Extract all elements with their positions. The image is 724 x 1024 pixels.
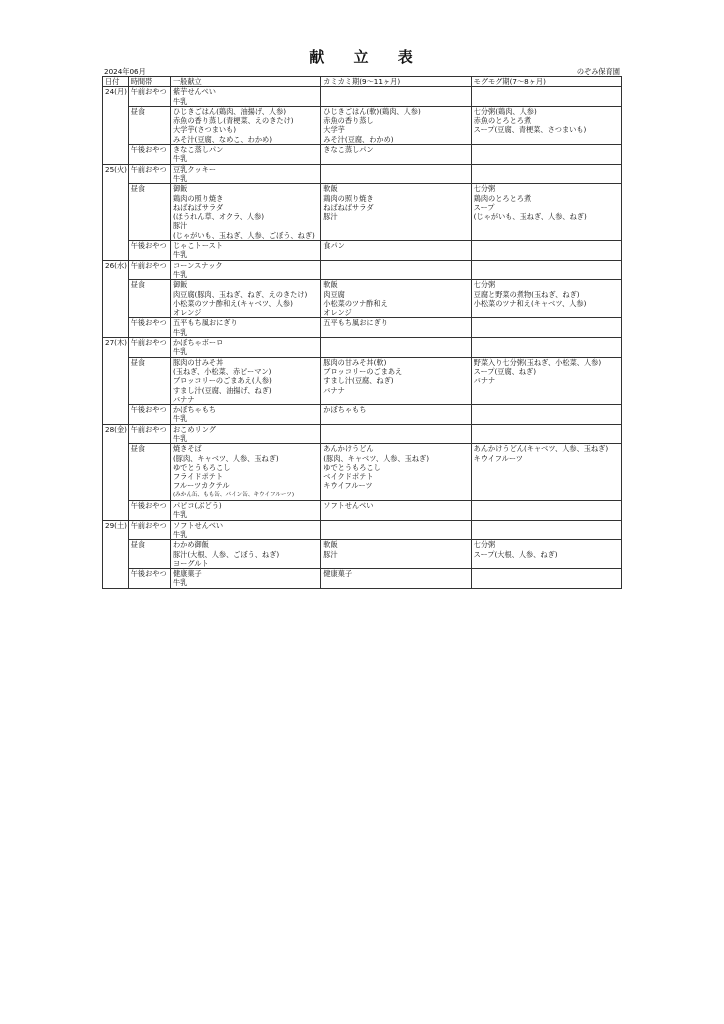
general-menu-line: 牛乳 — [172, 154, 188, 164]
menu-body — [103, 87, 622, 588]
header-row — [103, 77, 622, 87]
general-menu-line: 牛乳 — [172, 414, 188, 424]
general-menu-line: 牛乳 — [172, 327, 188, 337]
general-menu-line: バナナ — [172, 394, 195, 404]
kamikami-menu-cell — [321, 87, 471, 107]
mogumogu-menu-line: スープ(豆腐、ねぎ) — [473, 366, 537, 376]
kamikami-menu-line: バナナ — [323, 385, 345, 395]
kamikami-menu-line: ブロッコリーのごまあえ — [323, 366, 403, 376]
general-menu-line: 豚汁 — [172, 221, 188, 231]
general-menu-line: 牛乳 — [172, 269, 188, 279]
menu-row — [103, 540, 622, 569]
general-menu-line: みそ汁(豆腐、なめこ、わかめ) — [172, 134, 273, 144]
time-slot-cell: 昼食 — [128, 444, 170, 501]
general-menu-line: (玉ねぎ、小松菜、赤ピーマン) — [172, 366, 272, 376]
general-menu-line: 赤魚の香り蒸し(青梗菜、えのきたけ) — [172, 116, 294, 126]
mogumogu-menu-line: 七分粥 — [473, 540, 496, 550]
general-menu-line: 鶏肉の照り焼き — [172, 193, 224, 203]
kamikami-menu-cell — [321, 106, 471, 144]
kamikami-menu-cell — [321, 318, 471, 338]
time-slot-cell: 午後おやつ — [128, 405, 170, 425]
kamikami-menu-line: 豚肉の甘みそ丼(軟) — [323, 357, 387, 367]
kamikami-menu-line: 食パン — [323, 241, 345, 251]
time-slot-cell: 昼食 — [128, 357, 170, 404]
menu-row — [103, 280, 622, 318]
general-menu-line: ひじきごはん(鶏肉、油揚げ、人参) — [172, 106, 287, 116]
general-menu-cell — [170, 338, 320, 358]
menu-row — [103, 184, 622, 241]
general-menu-line: 大学芋(さつまいも) — [172, 125, 237, 135]
kamikami-menu-cell — [321, 501, 471, 521]
mogumogu-menu-cell — [471, 318, 621, 338]
kamikami-menu-cell — [321, 145, 471, 165]
mogumogu-menu-line: 野菜入り七分粥(玉ねぎ、小松菜、人参) — [473, 357, 602, 367]
general-menu-cell — [170, 444, 320, 501]
mogumogu-menu-line: 七分粥 — [473, 184, 496, 194]
kamikami-menu-cell — [321, 280, 471, 318]
general-menu-line: 牛乳 — [172, 96, 188, 106]
general-menu-line: フライドポテト — [172, 472, 224, 482]
general-menu-line: ゆでとうもろこし — [172, 462, 231, 472]
kamikami-menu-line: 豚汁 — [323, 549, 338, 559]
general-menu-line: コーンスナック — [172, 260, 223, 270]
menu-row — [103, 444, 622, 501]
menu-row — [103, 145, 622, 165]
mogumogu-menu-cell — [471, 520, 621, 540]
header-time: 時間帯 — [128, 77, 170, 87]
mogumogu-menu-line: キウイフルーツ — [473, 453, 523, 463]
mogumogu-menu-cell — [471, 405, 621, 425]
date-cell: 29(土) — [103, 520, 129, 588]
kamikami-menu-line: 五平もち風おにぎり — [323, 318, 388, 328]
general-menu-line: かぼちゃもち — [172, 405, 217, 415]
kamikami-menu-line: すまし汁(豆腐、ねぎ) — [323, 376, 394, 386]
kamikami-menu-line: 小松菜のツナ酢和え — [323, 298, 388, 308]
header-general-menu: 一般献立 — [170, 77, 320, 87]
general-menu-cell — [170, 357, 320, 404]
time-slot-cell: 午前おやつ — [128, 338, 170, 358]
time-slot-cell: 午前おやつ — [128, 260, 170, 280]
time-slot-cell: 午後おやつ — [128, 241, 170, 261]
mogumogu-menu-cell — [471, 241, 621, 261]
kamikami-menu-line: 軟飯 — [323, 184, 338, 194]
mogumogu-menu-cell — [471, 106, 621, 144]
kamikami-menu-line: ねばねばサラダ — [323, 202, 374, 212]
general-menu-cell — [170, 241, 320, 261]
mogumogu-menu-line: スープ(大根、人参、ねぎ) — [473, 549, 558, 559]
menu-table — [102, 76, 622, 589]
general-menu-line: 小松菜のツナ酢和え(キャベツ、人参) — [172, 298, 293, 308]
menu-row — [103, 501, 622, 521]
general-menu-cell — [170, 424, 320, 444]
date-cell: 27(木) — [103, 338, 129, 425]
kamikami-menu-line: (豚肉、キャベツ、人参、玉ねぎ) — [323, 453, 430, 463]
mogumogu-menu-line: 七分粥 — [473, 280, 496, 290]
mogumogu-menu-cell — [471, 164, 621, 184]
date-cell: 25(火) — [103, 164, 129, 260]
menu-row — [103, 338, 622, 358]
kamikami-menu-line: 軟飯 — [323, 540, 338, 550]
general-menu-line: ソフトせんべい — [172, 520, 224, 530]
kamikami-menu-line: ゆでとうもろこし — [323, 462, 381, 472]
time-slot-cell: 午前おやつ — [128, 87, 170, 107]
kamikami-menu-line: ベイクドポテト — [323, 472, 374, 482]
general-menu-line: 豆乳クッキー — [172, 164, 217, 174]
mogumogu-menu-line: (じゃがいも、玉ねぎ、人参、ねぎ) — [473, 212, 587, 222]
kamikami-menu-line: ソフトせんべい — [323, 501, 374, 511]
general-menu-line: 紫芋せんべい — [172, 87, 216, 97]
mogumogu-menu-cell — [471, 357, 621, 404]
mogumogu-menu-cell — [471, 424, 621, 444]
date-cell: 28(金) — [103, 424, 129, 520]
general-menu-line: 豚汁(大根、人参、ごぼう、ねぎ) — [172, 549, 280, 559]
mogumogu-menu-line: 赤魚のとろとろ煮 — [473, 116, 532, 126]
mogumogu-menu-cell — [471, 569, 621, 589]
general-menu-cell — [170, 540, 320, 569]
general-menu-line: オレンジ — [172, 308, 202, 318]
time-slot-cell: 昼食 — [128, 280, 170, 318]
general-menu-line: 牛乳 — [172, 578, 188, 588]
time-slot-cell: 午後おやつ — [128, 145, 170, 165]
menu-row — [103, 106, 622, 144]
time-slot-cell: 午前おやつ — [128, 164, 170, 184]
mogumogu-menu-line: スープ(豆腐、青梗菜、さつまいも) — [473, 125, 587, 135]
header-kamikami-menu: カミカミ期(9～11ヶ月) — [321, 77, 471, 87]
kamikami-menu-cell — [321, 260, 471, 280]
general-menu-line: 御飯 — [172, 184, 188, 194]
general-menu-line: (ほうれん草、オクラ、人参) — [172, 212, 265, 222]
kamikami-menu-line: 豚汁 — [323, 212, 338, 222]
general-menu-line: 牛乳 — [172, 510, 188, 520]
general-menu-line: 肉豆腐(豚肉、玉ねぎ、ねぎ、えのきたけ) — [172, 289, 308, 299]
general-menu-cell — [170, 569, 320, 589]
time-slot-cell: 午前おやつ — [128, 520, 170, 540]
kamikami-menu-cell — [321, 405, 471, 425]
general-menu-cell — [170, 184, 320, 241]
mogumogu-menu-cell — [471, 444, 621, 501]
date-cell: 26(水) — [103, 260, 129, 337]
general-menu-line: ブロッコリーのごまあえ(人参) — [172, 376, 272, 386]
kamikami-menu-line: 大学芋 — [323, 125, 345, 135]
time-slot-cell: 午前おやつ — [128, 424, 170, 444]
menu-row — [103, 424, 622, 444]
general-menu-cell — [170, 164, 320, 184]
year-month: 2024年06月 — [104, 67, 146, 76]
general-menu-line: 豚肉の甘みそ丼 — [172, 357, 224, 367]
general-menu-line: フルーツカクテル — [172, 481, 230, 491]
general-menu-line: わかめ御飯 — [172, 540, 209, 550]
nursery-name: のぞみ保育園 — [576, 67, 620, 76]
general-menu-cell — [170, 501, 320, 521]
general-menu-line: (みかん缶、もも缶、パイン缶、キウイフルーツ) — [172, 491, 295, 498]
kamikami-menu-line: きなこ蒸しパン — [323, 145, 374, 155]
header-date: 日付 — [103, 77, 129, 87]
kamikami-menu-cell — [321, 569, 471, 589]
kamikami-menu-cell — [321, 357, 471, 404]
kamikami-menu-line: 赤魚の香り蒸し — [323, 116, 374, 126]
kamikami-menu-line: かぼちゃもち — [323, 405, 367, 415]
mogumogu-menu-line: スープ — [473, 202, 495, 212]
mogumogu-menu-cell — [471, 145, 621, 165]
mogumogu-menu-cell — [471, 87, 621, 107]
kamikami-menu-line: みそ汁(豆腐、わかめ) — [323, 134, 394, 144]
general-menu-cell — [170, 280, 320, 318]
mogumogu-menu-line: 七分粥(鶏肉、人参) — [473, 106, 537, 116]
kamikami-menu-line: 鶏肉の照り焼き — [323, 193, 374, 203]
kamikami-menu-cell — [321, 444, 471, 501]
menu-row — [103, 164, 622, 184]
kamikami-menu-line: 健康菓子 — [323, 569, 353, 579]
general-menu-line: ねばねばサラダ — [172, 202, 224, 212]
mogumogu-menu-cell — [471, 540, 621, 569]
general-menu-line: 牛乳 — [172, 173, 188, 183]
kamikami-menu-line: キウイフルーツ — [323, 481, 373, 491]
mogumogu-menu-cell — [471, 184, 621, 241]
kamikami-menu-cell — [321, 424, 471, 444]
general-menu-cell — [170, 106, 320, 144]
kamikami-menu-cell — [321, 184, 471, 241]
mogumogu-menu-cell — [471, 338, 621, 358]
kamikami-menu-line: オレンジ — [323, 308, 352, 318]
mogumogu-menu-cell — [471, 501, 621, 521]
kamikami-menu-cell — [321, 520, 471, 540]
time-slot-cell: 昼食 — [128, 540, 170, 569]
kamikami-menu-line: 肉豆腐 — [323, 289, 345, 299]
general-menu-line: 五平もち風おにぎり — [172, 318, 238, 328]
time-slot-cell: 昼食 — [128, 184, 170, 241]
time-slot-cell: 午後おやつ — [128, 501, 170, 521]
page-title: 献 立 表 — [309, 48, 415, 66]
general-menu-cell — [170, 405, 320, 425]
time-slot-cell: 昼食 — [128, 106, 170, 144]
kamikami-menu-cell — [321, 241, 471, 261]
general-menu-line: すまし汁(豆腐、油揚げ、ねぎ) — [172, 385, 272, 395]
general-menu-line: (豚肉、キャベツ、人参、玉ねぎ) — [172, 453, 279, 463]
general-menu-line: ヨーグルト — [172, 558, 209, 568]
general-menu-line: じゃこトースト — [172, 241, 223, 251]
general-menu-line: 御飯 — [172, 280, 188, 290]
menu-row — [103, 357, 622, 404]
mogumogu-menu-line: バナナ — [473, 376, 496, 386]
general-menu-cell — [170, 318, 320, 338]
mogumogu-menu-cell — [471, 280, 621, 318]
menu-row — [103, 405, 622, 425]
menu-row — [103, 520, 622, 540]
kamikami-menu-line: あんかけうどん — [323, 444, 374, 454]
menu-row — [103, 241, 622, 261]
menu-row — [103, 318, 622, 338]
general-menu-line: 健康菓子 — [172, 569, 202, 579]
kamikami-menu-cell — [321, 338, 471, 358]
mogumogu-menu-line: 豆腐と野菜の煮物(玉ねぎ、ねぎ) — [473, 289, 580, 299]
general-menu-line: 牛乳 — [172, 433, 188, 443]
general-menu-line: (じゃがいも、玉ねぎ、人参、ごぼう、ねぎ) — [172, 230, 315, 240]
mogumogu-menu-cell — [471, 260, 621, 280]
menu-row — [103, 260, 622, 280]
date-cell: 24(月) — [103, 87, 129, 164]
mogumogu-menu-line: あんかけうどん(キャベツ、人参、玉ねぎ) — [473, 444, 609, 454]
mogumogu-menu-line: 鶏肉のとろとろ煮 — [473, 193, 532, 203]
general-menu-cell — [170, 260, 320, 280]
time-slot-cell: 午後おやつ — [128, 318, 170, 338]
general-menu-cell — [170, 87, 320, 107]
general-menu-line: 牛乳 — [172, 529, 188, 539]
menu-row — [103, 87, 622, 107]
kamikami-menu-line: 軟飯 — [323, 280, 338, 290]
time-slot-cell: 午後おやつ — [128, 569, 170, 589]
general-menu-line: かぼちゃボーロ — [172, 338, 224, 348]
kamikami-menu-cell — [321, 540, 471, 569]
general-menu-line: 焼きそば — [172, 444, 202, 454]
general-menu-line: パピコ(ぶどう) — [172, 501, 222, 511]
kamikami-menu-line: ひじきごはん(軟)(鶏肉、人参) — [323, 106, 421, 116]
header-mogumogu-menu: モグモグ期(7～8ヶ月) — [471, 77, 621, 87]
menu-row — [103, 569, 622, 589]
general-menu-cell — [170, 145, 320, 165]
general-menu-cell — [170, 520, 320, 540]
general-menu-line: 牛乳 — [172, 250, 188, 260]
mogumogu-menu-line: 小松菜のツナ和え(キャベツ、人参) — [473, 298, 587, 308]
general-menu-line: きなこ蒸しパン — [172, 145, 224, 155]
general-menu-line: 牛乳 — [172, 347, 188, 357]
kamikami-menu-cell — [321, 164, 471, 184]
general-menu-line: おこめリング — [172, 424, 216, 434]
